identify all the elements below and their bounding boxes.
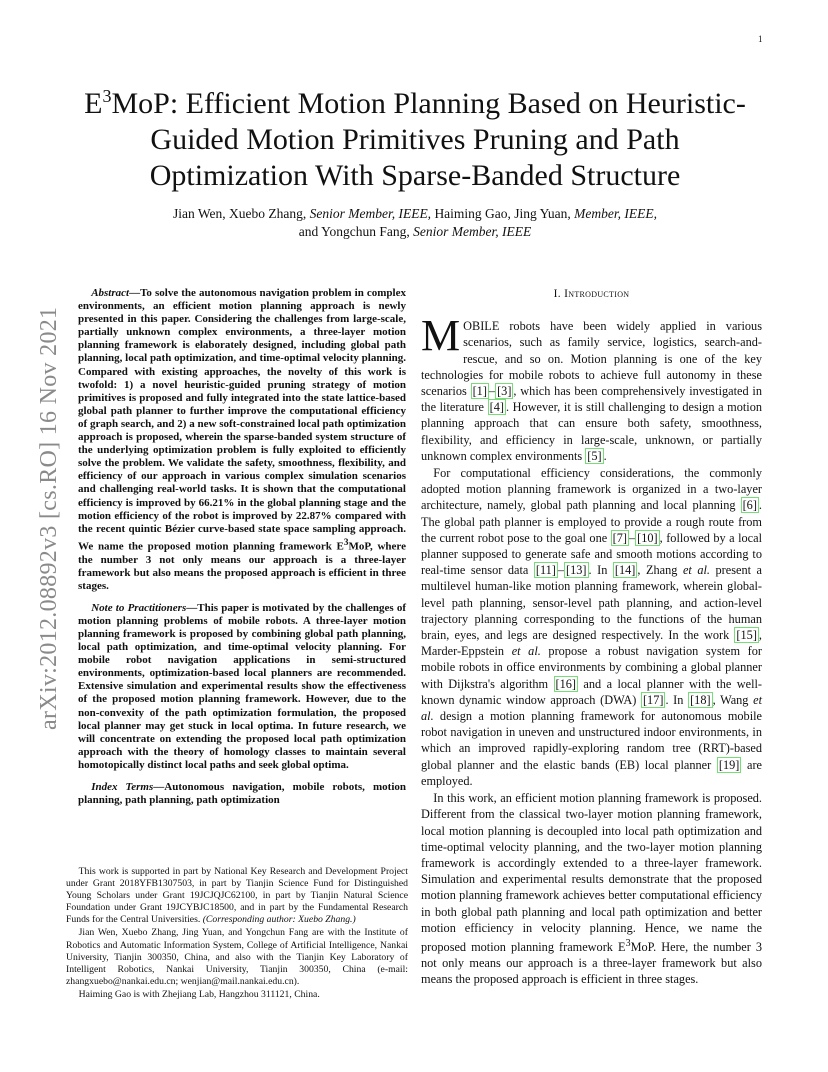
text: .: [603, 448, 607, 463]
text: In this work, an efficient motion planning framework is proposed. Different from the classical two-layer motion planning framework, local motion planning is decoupled into local path optimization and time-optimal velocity planning, and the two-layer motion planning framework is accordingly extended to a three-layer framework. Simulation and experimental results demonstrate that the proposed motion planning framework achieves better computational efficiency in both global path planning and local path optimization and better motion efficiency in velocity planning. Hence, we name the proposed motion planning framework E: [421, 791, 762, 955]
citation-link[interactable]: [4]: [489, 400, 504, 415]
citation-link[interactable]: [1]: [472, 384, 487, 399]
note-to-practitioners: [78, 602, 406, 772]
index-terms-label: Index Terms: [91, 781, 154, 794]
citation-link[interactable]: [3]: [497, 384, 512, 399]
text: –: [629, 530, 636, 545]
citation-link[interactable]: [14]: [614, 563, 636, 578]
text: robots have been widely applied in various scenarios, such as family service, logistics, search-and-rescue, and so on. Motion planning is one of the key technologies for mobile robots to achieve full autonomy in these scenarios: [421, 319, 762, 399]
citation-link[interactable]: [16]: [555, 676, 577, 691]
abstract-label: Abstract: [91, 287, 130, 299]
practitioners-label: Note to Practitioners: [91, 601, 187, 614]
citation-link[interactable]: [18]: [690, 692, 711, 707]
text: –: [557, 563, 565, 578]
citation-link[interactable]: [15]: [736, 628, 757, 643]
text: , which has been comprehensively investigated in the literature: [421, 384, 763, 415]
author-role-3: Senior Member, IEEE: [413, 224, 532, 239]
footnote-funding: [66, 866, 408, 926]
text: present a multilevel human-like motion planning framework, wherein global-level path planning, sensor-level path planning, and action-level trajectory planning corresponding to the functions of the human brain, eyes, and legs are designed respectively. In the work: [421, 563, 762, 643]
title-rest: MoP: Efficient Motion Planning Based on Heuristic-Guided Motion Primitives Pruning and Path Optimization With Sparse-Banded Structure: [111, 87, 746, 192]
section-number: I.: [553, 288, 561, 300]
section-heading: [421, 286, 762, 302]
drop-cap: M: [421, 311, 461, 361]
corresponding-author: (Corresponding author: Xuebo Zhang.): [202, 914, 356, 926]
left-column: [78, 287, 406, 816]
practitioners-text: —This paper is motivated by the challenges of motion planning problems of mobile robots. A three-layer motion planning framework is proposed by combining global path planning, local path optimization, and time-optimal velocity planning. For mobile robot navigation applications in semi-structured environments, optimization-based local planners are recommended. Extensive simulation and experimental results show the effectiveness of the proposed motion planning framework. However, due to the non-convexity of the path optimization formulation, the proposed local planner may get stuck in local optima. In future research, we will concentrate on extending the proposed local path optimization approach with the theory of homology classes to maintain several homotopically distinct local paths and seek global optima.: [78, 601, 406, 771]
author-list: [110, 205, 720, 241]
index-terms: [78, 781, 406, 807]
text: propose a robust navigation system for mobile robots in office environments by combining a global planner with Dijkstra's algorithm: [421, 644, 762, 691]
italic-text: et al.: [421, 692, 762, 724]
text: , Marder-Eppstein: [421, 628, 762, 659]
intro-caps: OBILE: [463, 319, 500, 334]
citation-link[interactable]: [11]: [535, 563, 556, 578]
superscript: 3: [625, 937, 631, 949]
text: . In: [665, 692, 689, 707]
abstract: [78, 287, 406, 593]
author-group-1: Jian Wen, Xuebo Zhang,: [172, 206, 307, 221]
italic-text: et al.: [511, 644, 541, 659]
arxiv-identifier: arXiv:2012.08892v3 [cs.RO] 16 Nov 2021: [36, 306, 62, 730]
intro-paragraph-1: [421, 311, 763, 464]
author-group-3: and Yongchun Fang,: [298, 224, 410, 239]
footnote-affiliation: Jian Wen, Xuebo Zhang, Jing Yuan, and Yongchun Fang are with the Institute of Robotics and Automatic Information System, College of Artificial Intelligence, Nankai University, Tianjin 300350, China, and also with the Tianjin Key Laboratory of Intelligent Robotics, Nankai University, Tianjin 300350, China (e-mail: zhangxuebo@nankai.edu.cn; wenjian@mail.nankai.edu.cn).: [66, 927, 408, 987]
title-prefix: E: [84, 87, 103, 120]
section-title: Introduction: [564, 288, 630, 300]
abstract-text: —To solve the autonomous navigation problem in complex environments, an efficient motion planning approach is newly presented in this paper. Considering the challenges from large-scale, partially unknown complex environments, a three-layer motion planning framework is elaborately designed, including global path planning, local path optimization, and time-optimal velocity planning. Compared with existing approaches, the novelty of this work is twofold: 1) a novel heuristic-guided pruning strategy of motion primitives is proposed and fully integrated into the state lattice-based global path planner to further improve the computational efficiency of graph search, and 2) a new soft-constrained local path optimization approach is proposed, wherein the sparse-banded system structure of the underlying optimization problem is fully exploited to efficiently solve the problem. We validate the safety, smoothness, flexibility, and efficiency of our approach in various complex simulation scenarios and challenging real-world tasks. It is shown that the computational efficiency is improved by 66.21% in the global planning stage and the motion efficiency of the robot is improved by 22.87% compared with the recent quintic Bézier curve-based state space sampling approach. We name the proposed motion planning framework E: [78, 287, 406, 553]
intro-paragraph-2: [421, 465, 762, 789]
text: . In: [588, 563, 613, 578]
text: MoP. Here, the number 3 not only means our approach is a three-layer framework but also means the proposed approach is efficient in three stages.: [421, 940, 762, 987]
text: are employed.: [421, 757, 763, 788]
title-superscript: 3: [102, 86, 112, 106]
text: For computational efficiency considerations, the commonly adopted motion planning framework is organized in a two-layer architecture, namely, global path planning and local planning: [421, 466, 762, 513]
citation-link[interactable]: [10]: [637, 530, 658, 545]
citation-link[interactable]: [6]: [742, 498, 757, 513]
italic-text: et al.: [682, 563, 710, 578]
text: . However, it is still challenging to design a motion planning approach that can ensure both safety, smoothness, flexibility, and efficiency in large-scale, unknown, or partially unknown complex environments: [421, 400, 762, 463]
author-role-2: Member, IEEE,: [574, 206, 658, 221]
footnote-affiliation-2: Haiming Gao is with Zhejiang Lab, Hangzhou 311121, China.: [78, 988, 320, 1000]
index-terms-text: —Autonomous navigation, mobile robots, motion planning, path planning, path optimization: [78, 781, 407, 807]
paper-title: [70, 78, 760, 194]
citation-link[interactable]: [13]: [566, 563, 587, 578]
text: and a local planner with the well-known dynamic window approach (DWA): [421, 676, 762, 707]
citation-link[interactable]: [19]: [718, 757, 740, 772]
author-group-2: Haiming Gao, Jing Yuan,: [434, 206, 571, 221]
footnotes: [66, 866, 408, 1002]
abstract-superscript: 3: [343, 536, 349, 547]
page-number: 1: [758, 34, 763, 44]
intro-paragraph-3: [421, 790, 762, 988]
right-column: [421, 286, 762, 989]
text: . The global path planner is employed to provide a rough route from the current robot pose to the goal one: [421, 498, 762, 545]
text: , followed by a local planner supposed to generate safe and smooth motions according to real-time sensor data: [421, 530, 762, 578]
text: design a motion planning framework for autonomous mobile robot navigation in uneven and unstructured indoor environments, in which an improved rapidly-exploring random tree (RRT)-based global planner and the elastic bands (EB) local planner: [421, 709, 762, 772]
text: , Zhang: [637, 563, 683, 578]
citation-link[interactable]: [5]: [587, 448, 602, 463]
funding-text: This work is supported in part by National Key Research and Development Project under Grant 2018YFB1307503, in part by Tianjin Science Fund for Distinguished Young Scholars under Grant 19JCJQJC62100, in part by Tianjin Natural Science Foundation under Grant 19JCYBJC18500, and in part by the Fundamental Research Funds for the Central Universities.: [66, 866, 408, 926]
text: –: [488, 384, 496, 399]
author-role-1: Senior Member, IEEE,: [309, 206, 432, 221]
citation-link[interactable]: [17]: [642, 692, 664, 707]
abstract-text-end: MoP, where the number 3 not only means our approach is a three-layer framework but also means the proposed approach is efficient in three stages.: [78, 540, 406, 592]
text: , Wang: [712, 692, 754, 707]
citation-link[interactable]: [7]: [612, 530, 627, 545]
